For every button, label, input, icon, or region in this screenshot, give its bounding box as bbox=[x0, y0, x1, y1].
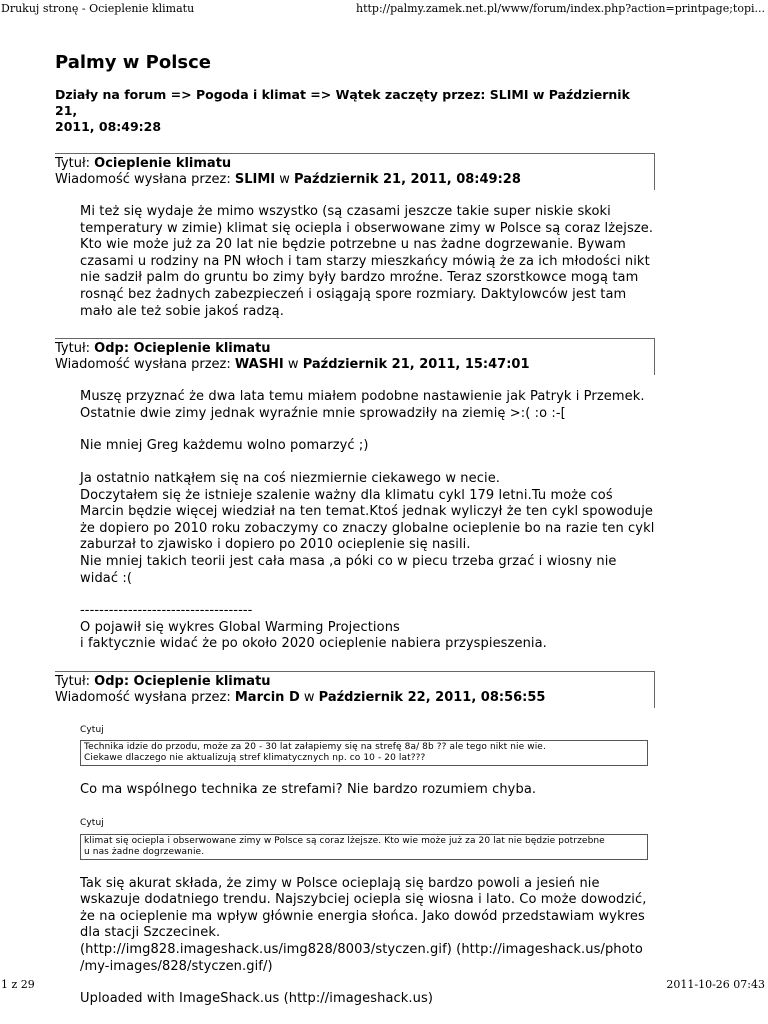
print-header-url: http://palmy.zamek.net.pl/www/forum/index.php?action=printpage;topi... bbox=[355, 2, 765, 15]
text-line: widać :( bbox=[80, 570, 132, 586]
post bbox=[55, 153, 655, 320]
text-line: Ja ostatnio natkąłem się na coś niezmiernie ciekawego w necie. bbox=[80, 470, 501, 486]
breadcrumb-line: Działy na forum => Pogoda i klimat => Wątek zaczęty przez: SLIMI w Październik 21, bbox=[55, 87, 630, 118]
post-body bbox=[80, 204, 655, 320]
post-title: Odp: Ocieplenie klimatu bbox=[94, 673, 271, 689]
quote-box bbox=[80, 740, 648, 766]
post-date: Październik 21, 2011, 08:49:28 bbox=[294, 172, 521, 187]
post-title-line bbox=[55, 156, 652, 172]
quote-label: Cytuj bbox=[80, 818, 104, 829]
post-author: Marcin D bbox=[234, 689, 300, 705]
post-paragraph bbox=[80, 876, 655, 976]
post-paragraph: Uploaded with ImageShack.us (http://imageshack.us) bbox=[80, 991, 434, 1007]
quote-line: u nas żadne dogrzewanie. bbox=[84, 846, 205, 857]
text-line: zaburzał to zjawisko i dopiero po 2010 ocieplenie się nasili. bbox=[80, 537, 471, 553]
text-line: rosnąć bez żadnych zabezpieczeń i osiągają spore rozmiary. Daktylowców jest tam bbox=[80, 286, 627, 302]
post-paragraph: Co ma wspólnego technika ze strefami? Nie bardzo rozumiem chyba. bbox=[80, 782, 537, 798]
in-label: w bbox=[299, 689, 319, 705]
text-line: Muszę przyznać że dwa lata temu miałem podobne nastawienie jak Patryk i Przemek. bbox=[80, 389, 645, 405]
post-body bbox=[80, 722, 655, 1008]
post bbox=[55, 338, 655, 653]
quote-line: Technika idzie do przodu, może za 20 - 30 lat załapiemy się na strefę 8a/ 8b ?? ale tego nikt nie wie. bbox=[84, 742, 546, 753]
print-content bbox=[55, 52, 655, 1024]
forum-title: Palmy w Polsce bbox=[55, 52, 211, 73]
post-date: Październik 21, 2011, 15:47:01 bbox=[302, 357, 530, 373]
text-line: wskazuje dodatniego trendu. Najszybciej ociepla się wiosna i lato. Co może dowodzić, bbox=[80, 892, 647, 908]
post-header bbox=[55, 671, 655, 708]
text-line: mało ale też sobie jakoś radzą. bbox=[80, 303, 284, 319]
text-line: temperatury w zimie) klimat się ociepla i obserwowane zimy w Polsce są coraz lżejsze. bbox=[80, 220, 654, 236]
post-meta-line bbox=[55, 690, 652, 706]
post-header bbox=[55, 338, 655, 375]
print-footer-timestamp: 2011-10-26 07:43 bbox=[666, 978, 765, 991]
text-line: Nie mniej takich teorii jest cała masa ,a póki co w piecu trzeba grzać i wiosny nie bbox=[80, 553, 617, 569]
text-line: i faktycznie widać że po około 2020 ocieplenie nabiera przyspieszenia. bbox=[80, 636, 547, 652]
title-prefix: Tytuł: bbox=[55, 341, 95, 357]
quote-box bbox=[80, 834, 648, 860]
quote-label: Cytuj bbox=[80, 724, 104, 735]
text-line: Mi też się wydaje że mimo wszystko (są czasami jeszcze takie super niskie skoki bbox=[80, 204, 611, 219]
post-paragraph bbox=[80, 471, 655, 587]
separator-line: ------------------------------------ bbox=[80, 603, 253, 619]
text-line: że na ocieplenie ma wpływ głównie energia słońca. Jako dowód przedstawiam wykres bbox=[80, 908, 645, 924]
text-line: że dopiero po 2010 roku zobaczymy co znaczy globalne ocieplenie bo na razie ten cykl bbox=[80, 520, 655, 536]
post-meta-line bbox=[55, 357, 652, 373]
title-prefix: Tytuł: bbox=[55, 156, 95, 171]
post-title-line bbox=[55, 341, 652, 357]
title-prefix: Tytuł: bbox=[55, 673, 95, 689]
text-line: Nie mniej Greg każdemu wolno pomarzyć ;) bbox=[80, 438, 369, 454]
post-author: WASHI bbox=[234, 357, 284, 373]
post bbox=[55, 671, 655, 1008]
text-line: nie sadził palm do gruntu bo zimy były bardzo mroźne. Teraz szorstkowce mogą tam bbox=[80, 270, 639, 286]
breadcrumb-line: 2011, 08:49:28 bbox=[55, 119, 162, 134]
sent-by-label: Wiadomość wysłana przez: bbox=[55, 172, 235, 187]
quote-line: Ciekawe dlaczego nie aktualizują stref klimatycznych np. co 10 - 20 lat??? bbox=[84, 753, 426, 764]
text-line: Kto wie może już za 20 lat nie będzie potrzebne u nas żadne dogrzewanie. Bywam bbox=[80, 237, 626, 253]
text-line: Tak się akurat składa, że zimy w Polsce ocieplają się bardzo powoli a jesień nie bbox=[80, 875, 600, 891]
link-line[interactable]: (http://img828.imageshack.us/img828/8003/styczen.gif) (http://imageshack.us/photo bbox=[80, 942, 643, 958]
text-line: Marcin będzie więcej wiedział na ten temat.Ktoś jednak wyliczył że ten cykl spowoduje bbox=[80, 504, 654, 520]
post-meta-line bbox=[55, 172, 652, 188]
sent-by-label: Wiadomość wysłana przez: bbox=[55, 689, 235, 705]
sent-by-label: Wiadomość wysłana przez: bbox=[55, 357, 235, 373]
text-line: dla stacji Szczecinek. bbox=[80, 925, 221, 941]
text-line: Ostatnie dwie zimy jednak wyraźnie mnie sprowadziły na ziemię >:( :o :-[ bbox=[80, 405, 566, 421]
post-paragraph bbox=[80, 438, 655, 455]
text-line: O pojawił się wykres Global Warming Projections bbox=[80, 619, 400, 635]
print-footer-page: 1 z 29 bbox=[1, 978, 35, 991]
post-header bbox=[55, 153, 655, 190]
post-title-line bbox=[55, 674, 652, 690]
post-paragraph bbox=[80, 389, 655, 422]
in-label: w bbox=[275, 172, 295, 187]
print-header-title: Drukuj stronę - Ocieplenie klimatu bbox=[1, 2, 195, 15]
post-date: Październik 22, 2011, 08:56:55 bbox=[318, 689, 546, 705]
post-author: SLIMI bbox=[234, 172, 276, 187]
post-title: Ocieplenie klimatu bbox=[94, 156, 232, 171]
text-line: Doczytałem się że istnieje szalenie ważny dla klimatu cykl 179 letni.Tu może coś bbox=[80, 487, 613, 503]
post-paragraph bbox=[80, 603, 655, 653]
post-body bbox=[80, 389, 655, 653]
breadcrumb bbox=[55, 87, 655, 135]
quote-line: klimat się ociepla i obserwowane zimy w Polsce są coraz lżejsze. Kto wie może już za 20 lat nie będzie potrzebne bbox=[84, 835, 605, 846]
link-line[interactable]: /my-images/828/styczen.gif/) bbox=[80, 958, 273, 974]
post-title: Odp: Ocieplenie klimatu bbox=[94, 341, 271, 357]
text-line: czasami u rodziny na PN włoch i tam starzy mieszkańcy mówią że za ich młodości nikt bbox=[80, 253, 650, 269]
post-paragraph bbox=[80, 204, 655, 320]
in-label: w bbox=[283, 357, 303, 373]
